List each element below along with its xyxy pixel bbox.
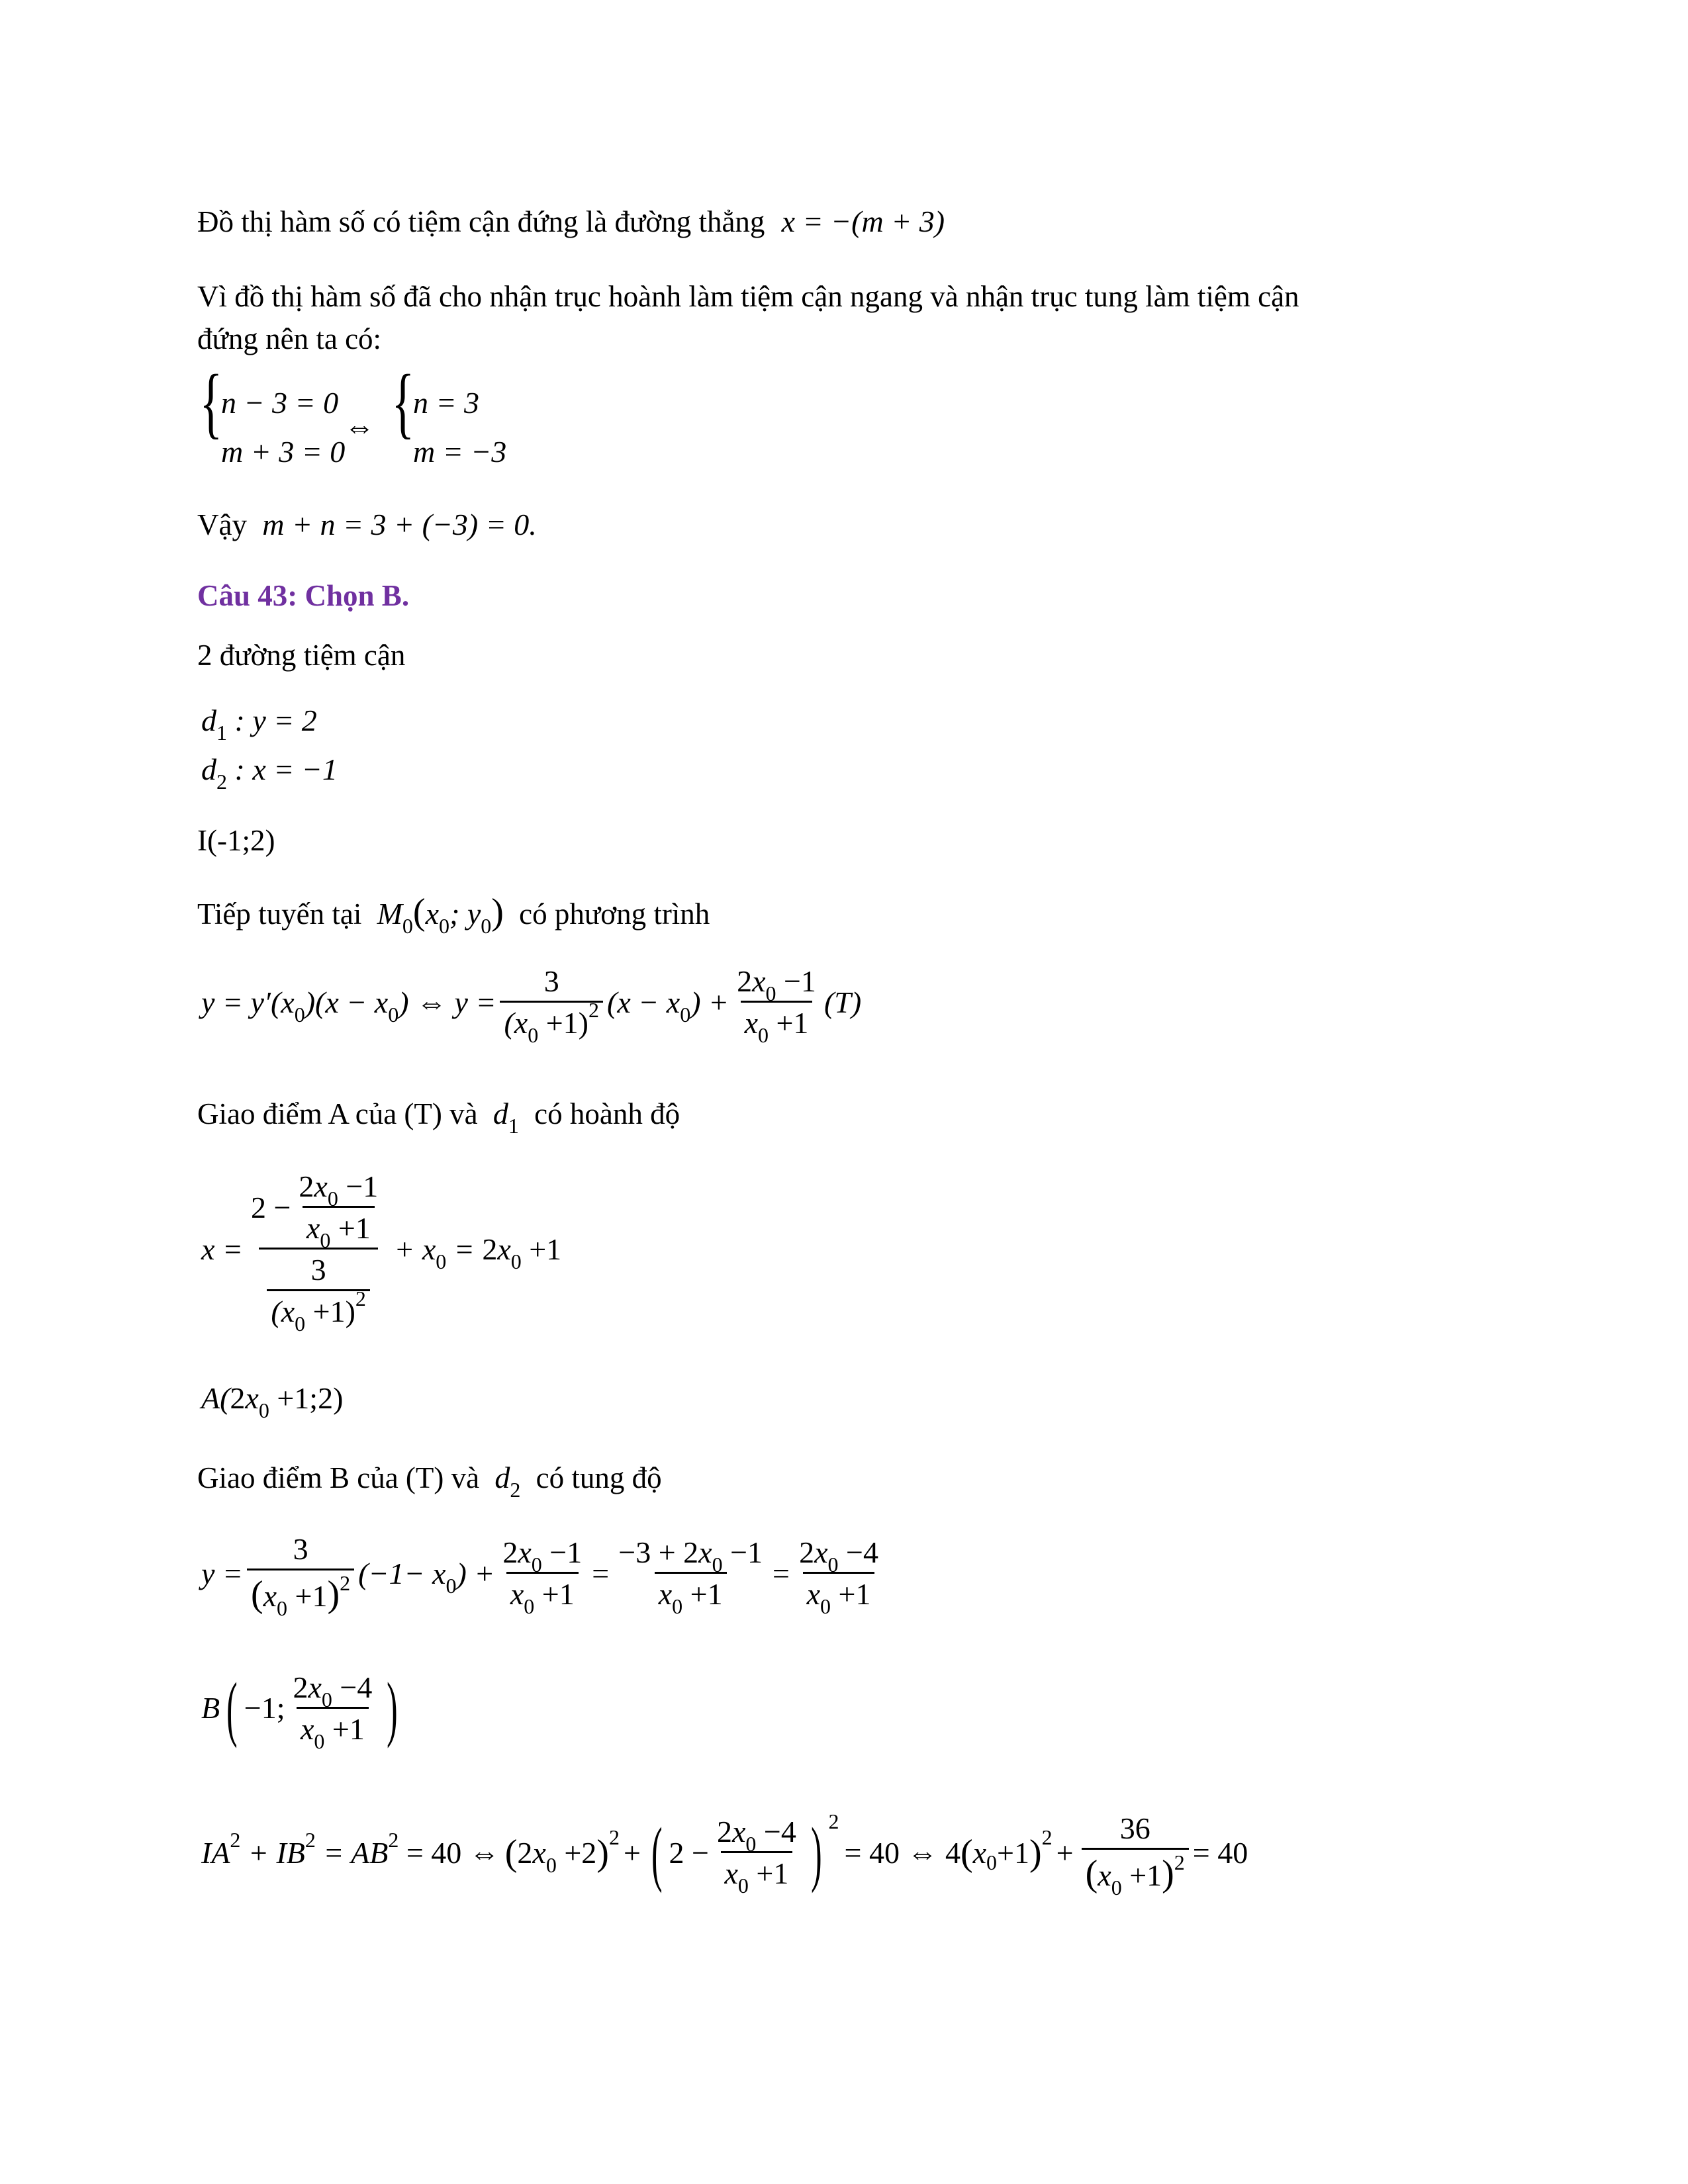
system-left-line-1: n − 3 = 0: [221, 386, 339, 420]
point-I: I(-1;2): [197, 824, 275, 857]
intersection-A-text-b: có hoành độ: [534, 1097, 680, 1130]
left-brace: {: [199, 358, 223, 446]
conclusion-line: [197, 510, 537, 540]
point-B: B ( −1; $\frac{2x_0 -4}{x_0 +1}$ ): [201, 1668, 398, 1753]
intersection-B-text-b: có tung độ: [536, 1461, 662, 1494]
tangent-text-b: có phương trình: [519, 897, 710, 931]
equivalence-symbol: ⇔: [344, 410, 375, 443]
system-right-line-2: m = −3: [413, 435, 507, 469]
system-left-line-2: m + 3 = 0: [221, 435, 346, 469]
point-A: $A(2x_0$ +1;2): [201, 1381, 344, 1422]
paragraph-line-1: Vì đồ thị hàm số đã cho nhận trục hoành làm tiệm cận ngang và nhận trục tung làm tiệm cận: [197, 280, 1299, 313]
intersection-A-text-a: Giao điểm A của (T) và: [197, 1097, 478, 1130]
question-heading: Câu 43: Chọn B.: [197, 579, 410, 612]
intersection-B-sentence: Giao điểm B của (T) và $d_2$ có tung độ: [197, 1461, 662, 1502]
system-right-line-1: n = 3: [413, 386, 480, 420]
ordinate-equation: y = $\frac{3}{(x_0 +1)^2}$ $(-1- x_0)$ + $\frac{2x_0 -1}{x_0 +1}$ = $\frac{-3 + 2x_0 -1}{x_0 +1}$ = $\frac{2x_0 -4}{x_0 +1}$: [201, 1532, 878, 1620]
vertical-asymptote-text: Đồ thị hàm số có tiệm cận đứng là đường thẳng: [197, 205, 765, 238]
asymptote-d2: $d_2$ : x = −1: [201, 752, 338, 794]
tangent-text-a: Tiếp tuyến tại: [197, 897, 362, 931]
final-equation: $IA^2 + IB^2 = AB^2 = 40$ ⇔ ( $2x_0 +2$ ) 2 + ( 2 − $\frac{2x_0 -4}{x_0 +1}$ ) 2 = 40 ⇔ 4 ( x 0 +1 ) 2 + $\frac{36}{(x_0 +1)^2}$ = 40: [201, 1809, 1248, 1899]
abscissa-equation: x = 2 − $\frac{2x_0 -1}{x_0 +1}$ $\frac{3}{(x_0 +1)^2}$ + $x_0 = 2x_0 +1$: [201, 1169, 562, 1336]
paragraph-line-2: đứng nên ta có:: [197, 322, 382, 355]
asymptote-d1: $d_1$ : y = 2: [201, 704, 317, 745]
vertical-asymptote-math: x = −(m + 3): [781, 205, 945, 238]
conclusion-math: m + n = 3 + (−3) = 0.: [262, 508, 537, 541]
vertical-asymptote-sentence: [197, 206, 945, 237]
intersection-B-text-a: Giao điểm B của (T) và: [197, 1461, 480, 1494]
intersection-A-sentence: Giao điểm A của (T) và $d_1$ có hoành độ: [197, 1097, 680, 1138]
asymptote-count: 2 đường tiệm cận: [197, 639, 406, 672]
conclusion-label: Vậy: [197, 508, 247, 541]
tangent-sentence: [197, 891, 710, 938]
right-brace: {: [391, 358, 415, 446]
tangent-point: $M_0(x_0$; $y_0$): [377, 891, 504, 938]
tangent-equation: $y = y'(x_0)(x - x_0)$ ⇔ y = $\frac{3}{(x_0 +1)^2}$ $(x - x_0)$ + $\frac{2x_0 -1}{x_0 +1}$ (T): [201, 964, 862, 1047]
asymptote-d2-eq: : x = −1: [234, 752, 338, 786]
asymptote-d1-eq: : y = 2: [234, 704, 317, 737]
